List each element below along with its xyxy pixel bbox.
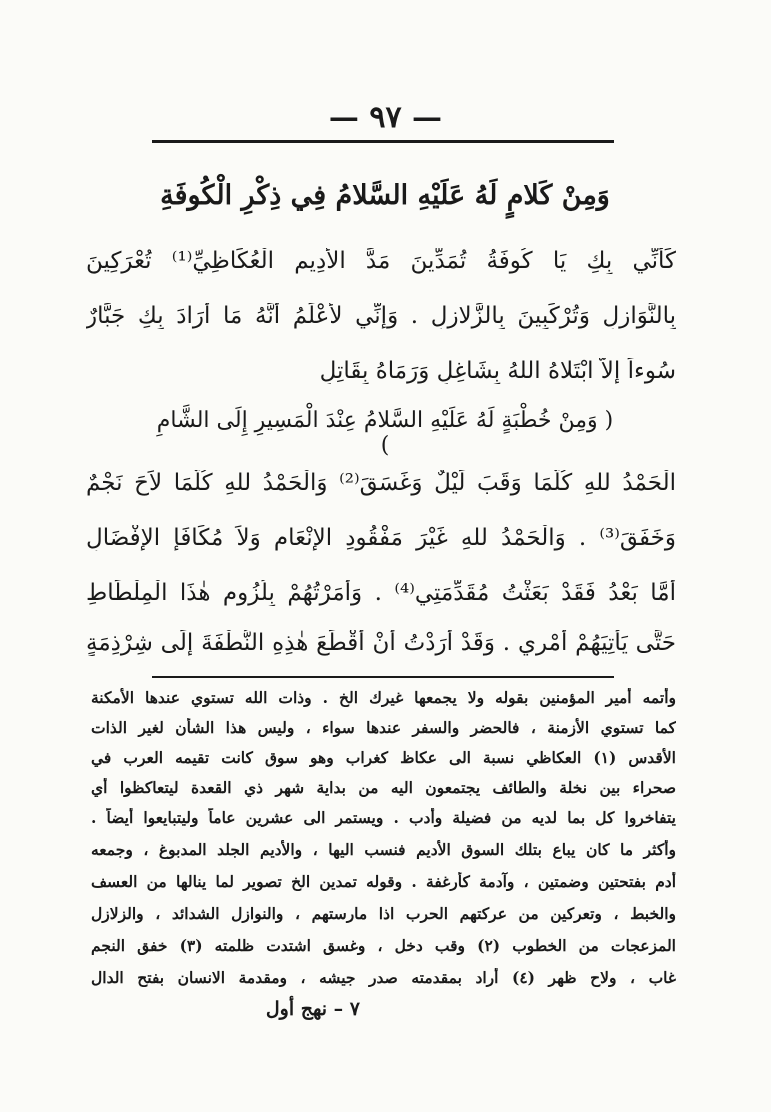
section-heading: وَمِنْ كَلامٍ لَهُ عَلَيْهِ السَّلامُ فِي ذِكْرِ الْكُوفَةِ xyxy=(160,180,610,211)
footnote-line: أدم بفتحتين وضمتين ، وآدمة كأرغفة . وقوله تمدين الخ تصوير لما ينالها من العسف xyxy=(91,872,676,891)
text-line: بِالنَّوَازِلِ وَتُرْكَبِينَ بِالزَّلازِلِ . وَإِنِّي لأَعْلَمُ أَنَّهُ مَا أَرَادَ بِكِ جَبَّارٌ xyxy=(86,303,676,329)
footnote-line: الأقدس (١) العكاظي نسبة الى عكاظ كغراب وهو سوق كانت تقيمه العرب في xyxy=(91,748,676,767)
footnote-line: وأتمه أمير المؤمنين بقوله ولا يجمعها غيرك الخ . وذات الله تستوي عندها الأمكنة xyxy=(91,688,676,707)
signature-mark: ٧ – نهج أول xyxy=(265,998,360,1020)
footnote-line: والخبط ، وتعركين من عركتهم الحرب اذا مارستهم ، والنوازل الشدائد ، والزلازل xyxy=(91,904,676,923)
footnote-line: غاب ، ولاح ظهر (٤) أراد بمقدمته صدر جيشه ، ومقدمة الانسان بفتح الدال xyxy=(91,968,676,987)
text-line: سُوءاً إِلاَّ ابْتَلاهُ اللهُ بِشَاغِلٍ وَرَمَاهُ بِقَاتِلٍ xyxy=(319,358,676,384)
footnote-line: المزعجات من الخطوب (٢) وقب دخل ، وغسق اشتدت ظلمته (٣) خفق النجم xyxy=(91,936,676,955)
footnote-rule xyxy=(152,676,614,678)
text-line: كَأَنِّي بِكِ يَا كُوفَةُ تُمَدِّينَ مَدَّ الأَدِيمِ الْعُكَاظِيِّ⁽¹⁾ تُعْرَكِينَ xyxy=(86,248,676,274)
header-rule xyxy=(152,140,614,143)
text-line: وَخَفَقَ⁽³⁾ . وَالْحَمْدُ للهِ غَيْرَ مَفْقُودِ الإِنْعَامِ وَلاَ مُكَافَإِ الإِفْضَالِ xyxy=(86,525,676,551)
section-heading-2: ( وَمِنْ خُطْبَةٍ لَهُ عَلَيْهِ السَّلامُ عِنْدَ الْمَسِيرِ إِلَى الشَّامِ ) xyxy=(156,408,614,458)
text-line: حَتَّى يَأْتِيَهُمْ أَمْرِي . وَقَدْ أَرَدْتُ أَنْ أَقْطَعَ هٰذِهِ النُّطْفَةَ إِلَى شِرْذِمَةٍ xyxy=(86,630,676,656)
footnote-line: وأكثر ما كان يباع بتلك السوق الأديم فنسب اليها ، والأديم الجلد المدبوغ ، وجمعه xyxy=(91,840,676,859)
footnote-line: كما تستوي الأزمنة ، فالحضر والسفر عندها سواء ، وليس هذا الشأن لغير الذات xyxy=(91,718,676,737)
text-line: أَمَّا بَعْدُ فَقَدْ بَعَثْتُ مُقَدِّمَتِي⁽⁴⁾ . وَأَمَرْتُهُمْ بِلُزُومِ هٰذَا الْمِلْطَاطِ xyxy=(86,580,676,606)
text-line: الْحَمْدُ للهِ كُلَّمَا وَقَبَ لَيْلٌ وَغَسَقَ⁽²⁾ وَالْحَمْدُ للهِ كُلَّمَا لاَحَ نَجْمٌ xyxy=(86,470,676,496)
footnote-line: صحراء بين نخلة والطائف يجتمعون اليه من بداية شهر ذي القعدة ليتعاكظوا أي xyxy=(91,778,676,797)
footnote-line: يتفاخروا كل بما لديه من فضيلة وأدب . ويستمر الى عشرين عاماً وليتبايعوا أيضاً . xyxy=(91,808,676,827)
page-number: — ٩٧ — xyxy=(328,100,443,135)
